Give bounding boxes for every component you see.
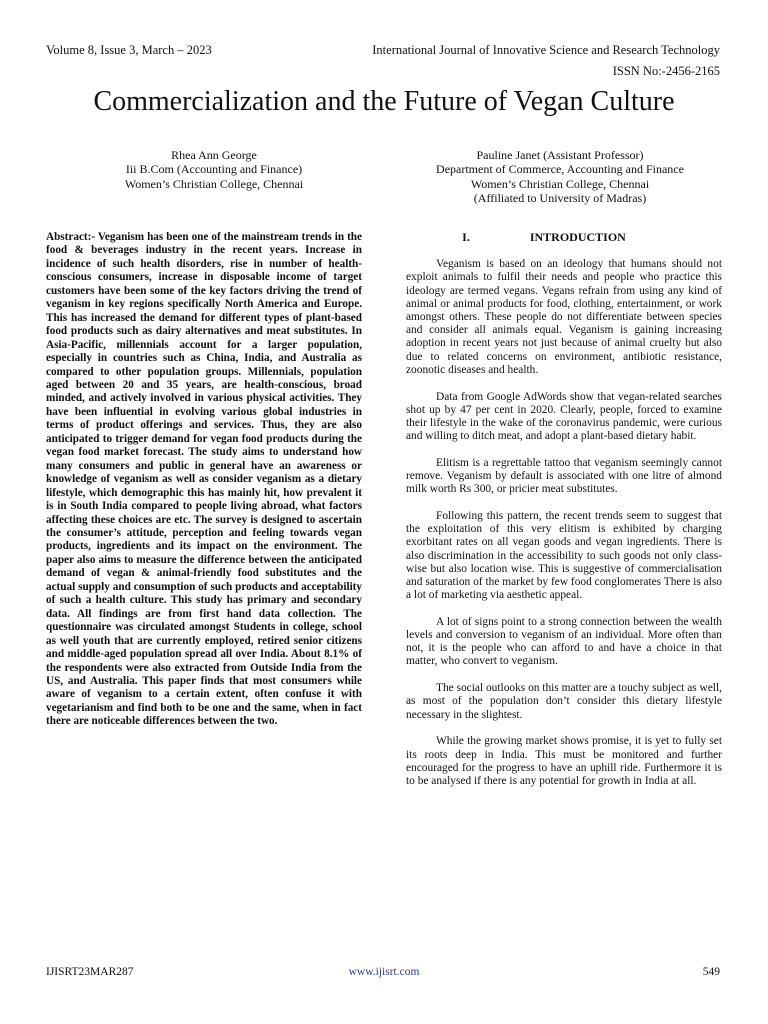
author-affiliation: Women’s Christian College, Chennai <box>124 176 304 191</box>
page-number: 549 <box>702 966 720 978</box>
section-title: INTRODUCTION <box>529 230 626 244</box>
volume-issue: Volume 8, Issue 3, March – 2023 <box>46 43 212 57</box>
author-affiliation: Women’s Christian College, Chennai <box>470 176 650 191</box>
author-department: Department of Commerce, Accounting and Finance <box>436 162 684 177</box>
author-name: Pauline Janet (Assistant Professor) <box>476 148 644 162</box>
section-heading <box>406 231 722 244</box>
author-university: (Affiliated to University of Madras) <box>473 191 647 206</box>
paragraph: Following this pattern, the recent trends seem to suggest that the exploitation of this very elitism is exhibited by charging exorbitant rates on all vegan goods and vegan ingredients. There is also discrimination in the accessibility to such goods not only class-wise but also location wise. This is suggestive of commercialisation and saturation of the market by few food conglomerates There is also a lot of marketing via aesthetic appeal. <box>406 509 722 602</box>
paragraph: Data from Google AdWords show that vegan-related searches shot up by 47 per cent in 2020. Clearly, people, forced to examine their lifestyle in the wake of the coronavirus pandemic, were curious and willing to ditch meat, and adopt a plant-based dietary habit. <box>406 390 722 443</box>
abstract-text: Abstract:- Veganism has been one of the mainstream trends in the food & beverages industry in the recent years. Increase in incidence of such health disorders, rise in number of health-conscious consumers, increase in disposable income of target customers have been some of the key factors driving the trend of veganism in key regions specifically North America and Europe. This has increased the demand for different types of plant-based food products such as dairy alternatives and meat substitutes. In Asia-Pacific, millennials account for a larger population, especially in countries such as China, India, and Australia as compared to other population groups. Millennials, population aged between 20 and 35 years, are health-conscious, broad minded, and actively involved in various physical activities. They have been influential in evolving various global industries in terms of product offerings and services. Thus, they are also anticipated to trigger demand for vegan food products during the vegan food market forecast. The study aims to understand how many consumers and public in general have an awareness or knowledge of veganism as well as consider veganism as a dietary lifestyle, which demographic this has mainly hit, how prevalent it is in South India compared to people living abroad, what factors affecting these choices are etc. The survey is designed to ascertain the consumer’s attitude, perception and feeling towards vegan products, ingredients and its impact on the environment. The paper also aims to measure the difference between the anticipated demand of vegan & animal-friendly food substitutes and the actual supply and consumption of such products and acceptability of such a health culture. This study has primary and secondary data. All findings are from first hand data collection. The questionnaire was circulated amongst Students in college, school as well youth that are currently employed, retired senior citizens and middle-aged population spread all over India. About 8.1% of the respondents were also extracted from Outside India from the US, and Australia. This paper finds that most consumers while aware of veganism to a certain extent, often confuse it with vegetarianism and find both to be one and the same, when in fact there are noticeable differences between the two. <box>46 231 362 728</box>
paragraph: Veganism is based on an ideology that humans should not exploit animals to fulfil their needs and people who practice this ideology are termed vegans. Vegans refrain from using any kind of animal or animal products for food, clothing, entertainment, or work amongst others. These people do not differentiate between species and consider all animals equal. Veganism is gaining increasing adoption in recent years not just because of animal cruelty but also due to related concerns on environment, antibiotic resistance, zoonotic diseases and health. <box>406 258 722 376</box>
journal-name: International Journal of Innovative Science and Research Technology <box>372 43 720 57</box>
section-number: I. <box>462 230 470 244</box>
paragraph: Elitism is a regrettable tattoo that veganism seemingly cannot remove. Veganism by default is associated with one litre of almond milk worth Rs 300, or pricier meat substitutes. <box>406 456 722 496</box>
author-block-2 <box>410 148 710 206</box>
author-block-1 <box>84 148 344 191</box>
author-name: Rhea Ann George <box>171 148 257 162</box>
abstract-column <box>46 231 362 729</box>
paper-code: IJISRT23MAR287 <box>46 966 134 978</box>
issn: ISSN No:-2456-2165 <box>612 64 720 78</box>
introduction-column <box>406 231 722 802</box>
paragraph: While the growing market shows promise, it is yet to fully set its roots deep in India. This must be monitored and further encouraged for the progress to have an uphill ride. Furthermore it is to be analysed if there is any potential for growth in India at all. <box>406 735 722 787</box>
paragraph: A lot of signs point to a strong connection between the wealth levels and conversion to veganism of an individual. More often than not, it is the people who can afford to and have a choice in that matter, who convert to veganism. <box>406 615 722 668</box>
author-program: Iii B.Com (Accounting and Finance) <box>125 162 303 177</box>
paper-title: Commercialization and the Future of Vegan Culture <box>93 86 675 117</box>
journal-website-link[interactable]: www.ijisrt.com <box>348 966 420 978</box>
paragraph: The social outlooks on this matter are a touchy subject as well, as most of the population don’t consider this dietary lifestyle necessary in the slightest. <box>406 682 722 721</box>
